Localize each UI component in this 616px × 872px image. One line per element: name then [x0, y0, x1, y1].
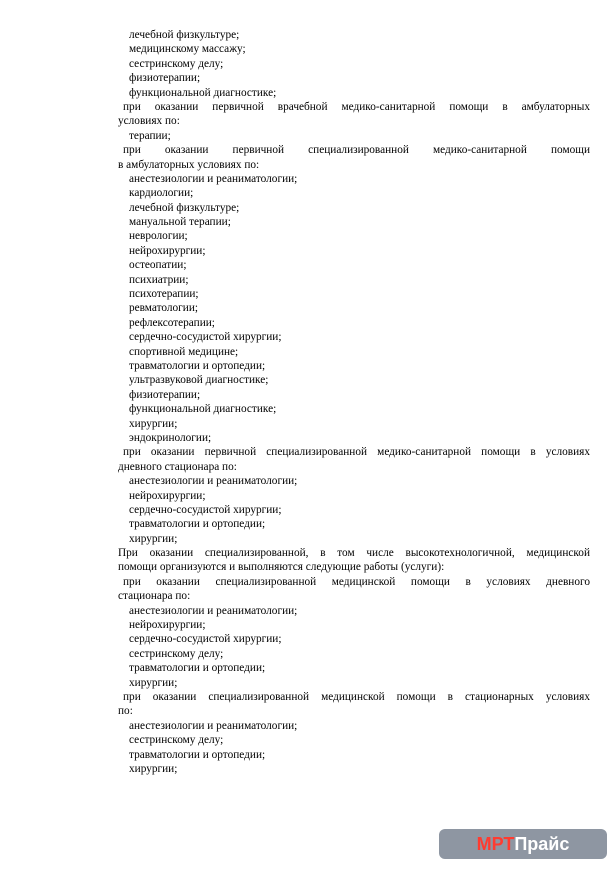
list-item: остеопатии; [129, 259, 187, 272]
list-item: анестезиологии и реаниматологии; [129, 719, 298, 732]
watermark-part-1: МРТ [476, 833, 515, 854]
document-body [118, 28, 590, 776]
paragraph-line: при оказании первичной специализированной медико-санитарной помощи [123, 144, 590, 157]
list-item: лечебной физкультуре; [129, 201, 240, 214]
list-item: травматологии и ортопедии; [129, 359, 266, 372]
list-item: спортивной медицине; [129, 345, 239, 358]
list-item: психотерапии; [129, 288, 199, 301]
paragraph-line: условиях по: [118, 115, 180, 128]
list-item: медицинскому массажу; [129, 43, 246, 56]
paragraph-line: При оказании специализированной, в том числе высокотехнологичной, медицинской [118, 547, 590, 560]
list-item: нейрохирургии; [129, 244, 206, 257]
paragraph-line: при оказании специализированной медицинской помощи в стационарных условиях [123, 690, 590, 703]
paragraph-line: дневного стационара по: [118, 460, 237, 473]
paragraph-line: стационара по: [118, 590, 191, 603]
list-item: мануальной терапии; [129, 216, 231, 229]
list-item: терапии; [129, 129, 171, 142]
paragraph-line: при оказании специализированной медицинской помощи в условиях дневного [123, 575, 590, 588]
paragraph-line: по: [118, 705, 133, 718]
list-item: анестезиологии и реаниматологии; [129, 475, 298, 488]
paragraph-line: в амбулаторных условиях по: [118, 158, 260, 171]
list-item: кардиологии; [129, 187, 194, 200]
list-item: физиотерапии; [129, 388, 201, 401]
list-item: лечебной физкультуре; [129, 29, 240, 41]
list-item: сердечно-сосудистой хирургии; [129, 503, 282, 516]
list-item: хирургии; [129, 532, 178, 545]
paragraph-line: помощи организуются и выполняются следующие работы (услуги): [118, 561, 445, 574]
list-item: рефлексотерапии; [129, 316, 215, 329]
list-item: анестезиологии и реаниматологии; [129, 604, 298, 617]
paragraph-line: при оказании первичной врачебной медико-санитарной помощи в амбулаторных [123, 100, 590, 113]
list-item: травматологии и ортопедии; [129, 662, 266, 675]
list-item: хирургии; [129, 762, 178, 775]
list-item: функциональной диагностике; [129, 403, 277, 416]
list-item: травматологии и ортопедии; [129, 518, 266, 531]
list-item: сестринскому делу; [129, 647, 224, 660]
list-item: хирургии; [129, 676, 178, 689]
list-item: ревматологии; [129, 302, 199, 315]
list-item: нейрохирургии; [129, 489, 206, 502]
list-item: нейрохирургии; [129, 619, 206, 632]
list-item: ультразвуковой диагностике; [129, 374, 269, 387]
list-item: сердечно-сосудистой хирургии; [129, 633, 282, 646]
list-item: хирургии; [129, 417, 178, 430]
list-item: физиотерапии; [129, 72, 201, 85]
list-item: психиатрии; [129, 273, 189, 286]
list-item: функциональной диагностике; [129, 86, 277, 99]
paragraph-line: при оказании первичной специализированной медико-санитарной помощи в условиях [123, 446, 590, 459]
list-item: сестринскому делу; [129, 734, 224, 747]
list-item: сердечно-сосудистой хирургии; [129, 331, 282, 344]
mrtprice-watermark-logo [439, 829, 607, 859]
list-item: неврологии; [129, 230, 188, 243]
list-item: эндокринологии; [129, 431, 212, 444]
list-item: анестезиологии и реаниматологии; [129, 172, 298, 185]
list-item: сестринскому делу; [129, 57, 224, 70]
watermark-part-2: Прайс [514, 833, 570, 854]
list-item: травматологии и ортопедии; [129, 748, 266, 761]
